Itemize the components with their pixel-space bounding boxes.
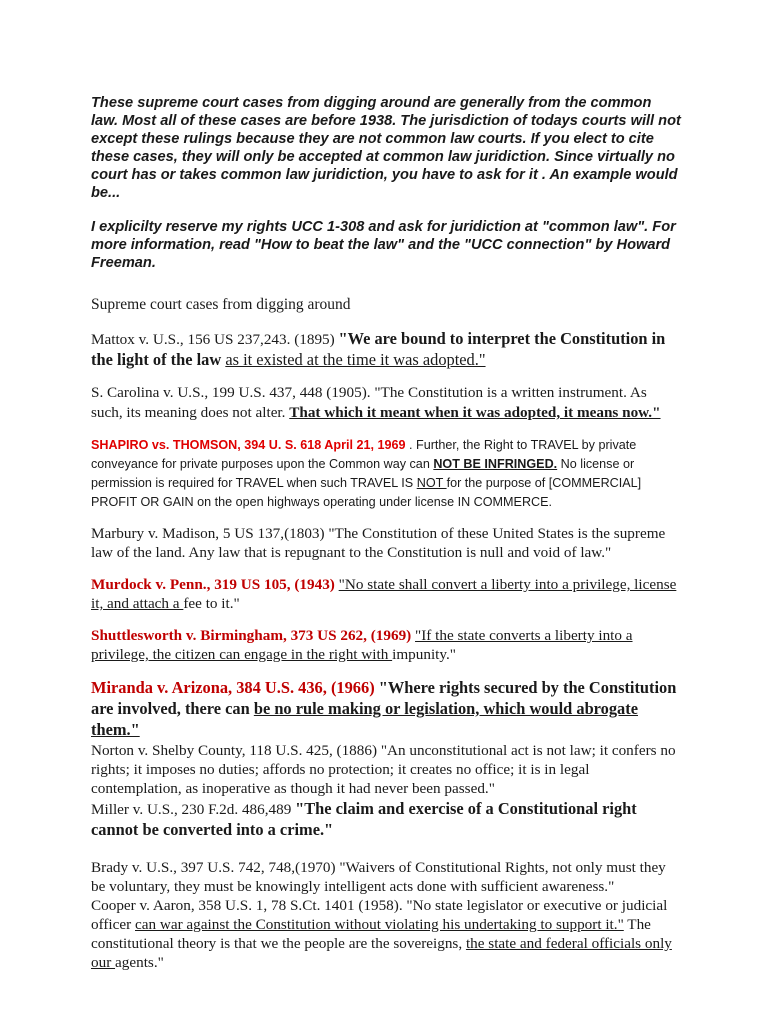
case-murdock — [91, 575, 681, 613]
case-norton: Norton v. Shelby County, 118 U.S. 425, (1886) "An unconstitutional act is not law; it confers no rights; it imposes no duties; affords no protection; it creates no office; it is in legal contemplation, as inoperative as though it had never been passed." — [91, 742, 676, 797]
case-citation: Murdock v. Penn., 319 US 105, (1943) — [91, 576, 335, 593]
case-marbury: Marbury v. Madison, 5 US 137,(1803) "The Constitution of these United States is the supreme law of the land. Any law that is repugnant to the Constitution is null and void of law." — [91, 525, 666, 561]
document-page — [91, 94, 681, 985]
case-quote: "The claim and exercise of a Constitutional right cannot be converted into a crime." — [91, 799, 637, 839]
emphasis-text: NOT BE INFRINGED. — [433, 457, 558, 471]
case-citation: Miranda v. Arizona, 384 U.S. 436, (1966) — [91, 678, 375, 697]
emphasis-text: NOT — [416, 476, 447, 490]
case-quote-underlined: can war against the Constitution without violating his undertaking to support it." — [135, 916, 624, 933]
case-text: S. Carolina v. U.S., 199 U.S. 437, 448 (1905). "The Constitution is a written instrument. As such, its meaning does not alter. — [91, 384, 647, 421]
case-citation: Shuttlesworth v. Birmingham, 373 US 262, (1969) — [91, 627, 412, 644]
case-shapiro — [91, 436, 681, 512]
case-cooper — [91, 896, 681, 972]
intro-reservation: I explicilty reserve my rights UCC 1-308 and ask for juridiction at "common law". For more information, read "How to beat the law" and the "UCC connection" by Howard Freeman. — [91, 219, 676, 271]
case-quote: "We are bound to interpret the Constitution in the light of the law — [91, 329, 666, 369]
case-text: No license or permission is required for TRAVEL when such TRAVEL IS — [91, 457, 635, 490]
case-quote-underlined: "No state shall convert a liberty into a privilege, license it, and attach a — [91, 576, 677, 612]
case-quote-underlined: the state and federal officials only our — [91, 935, 672, 971]
case-quote-underlined: "If the state converts a liberty into a privilege, the citizen can engage in the right with — [91, 627, 633, 663]
case-text: impunity." — [392, 646, 456, 663]
case-miranda — [91, 677, 681, 740]
case-shuttlesworth — [91, 626, 681, 664]
case-carolina — [91, 383, 681, 423]
case-text: for the purpose of [COMMERCIAL] PROFIT OR GAIN on the open highways operating under license IN COMMERCE. — [91, 476, 642, 509]
case-quote-underlined: That which it meant when it was adopted, it means now." — [289, 404, 661, 421]
case-brady: Brady v. U.S., 397 U.S. 742, 748,(1970) "Waivers of Constitutional Rights, not only must they be voluntary, they must be knowingly intelligent acts done with sufficient awareness." — [91, 859, 666, 895]
case-miller — [91, 798, 681, 840]
case-quote: "Where rights secured by the Constitution are involved, there can — [91, 678, 677, 718]
case-citation: SHAPIRO vs. THOMSON, 394 U. S. 618 April 21, 1969 — [91, 438, 406, 452]
section-heading: Supreme court cases from digging around — [91, 296, 351, 313]
case-mattox — [91, 328, 681, 370]
case-citation: Miller v. U.S., 230 F.2d. 486,489 — [91, 801, 296, 818]
case-quote-underlined: as it existed at the time it was adopted." — [225, 350, 486, 369]
case-text: The constitutional theory is that we the people are the sovereigns, — [91, 916, 651, 952]
case-quote-underlined: be no rule making or legislation, which would abrogate them." — [91, 699, 638, 739]
case-citation: Mattox v. U.S., 156 US 237,243. (1895) — [91, 331, 339, 348]
case-text: agents." — [115, 954, 164, 971]
case-text: fee to it." — [183, 595, 240, 612]
intro-paragraph: These supreme court cases from digging around are generally from the common law. Most all of these cases are before 1938. The jurisdiction of todays courts will not except these rulings because they are not common law courts. If you elect to cite these cases, they will only be accepted at common law juridiction. Since virtually no court has or takes common law juridiction, you have to ask for it . An example would be... — [91, 95, 681, 201]
case-text: . Further, the Right to TRAVEL by private conveyance for private purposes upon the Common way can — [91, 438, 637, 471]
case-text: Cooper v. Aaron, 358 U.S. 1, 78 S.Ct. 1401 (1958). "No state legislator or executive or judicial officer — [91, 897, 668, 933]
